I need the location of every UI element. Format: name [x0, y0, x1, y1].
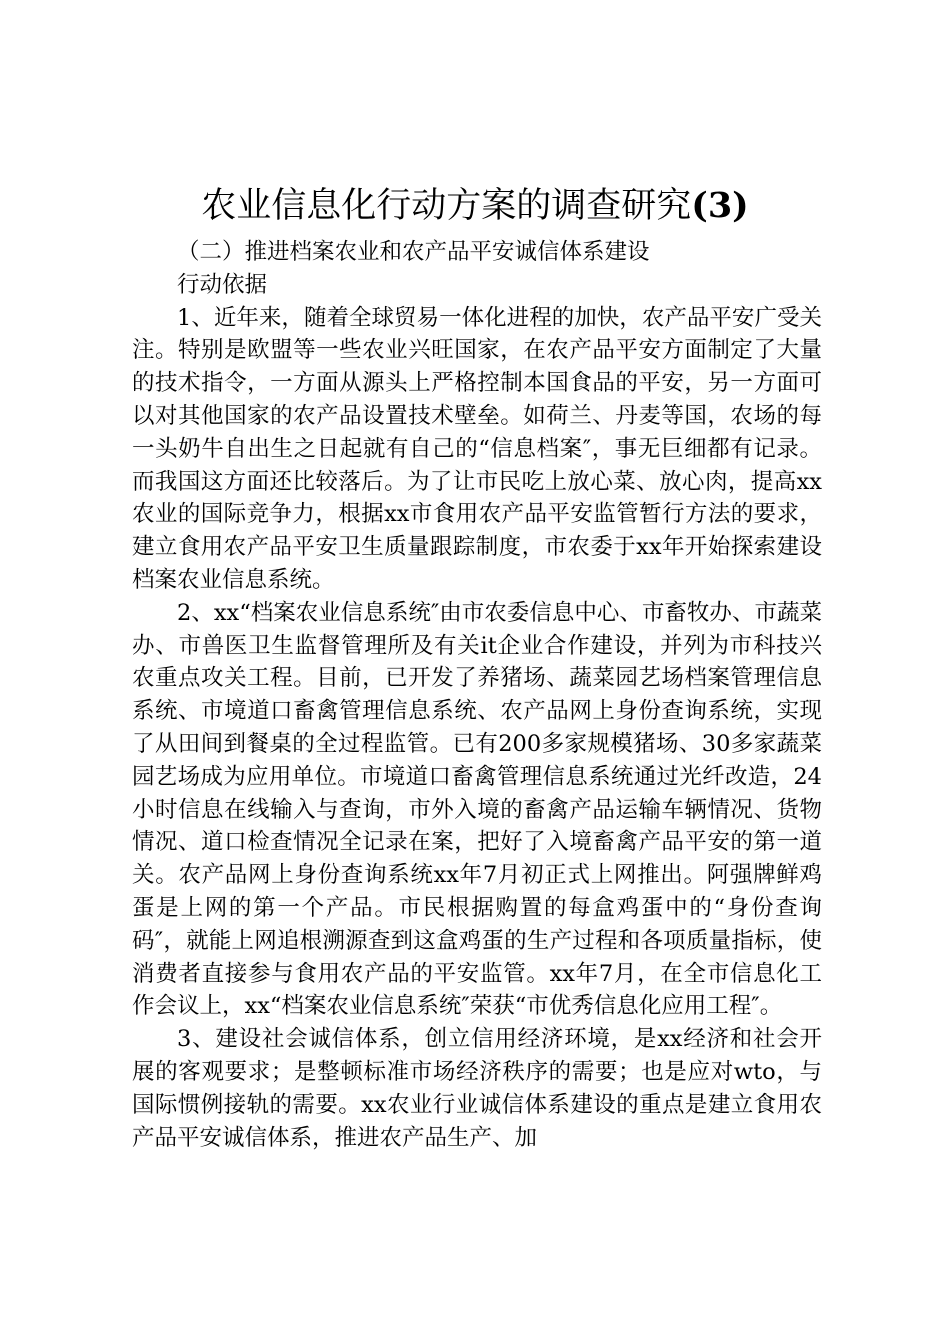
section-heading: （二）推进档案农业和农产品平安诚信体系建设: [177, 239, 650, 265]
paragraph-3: 3、建设社会诚信体系，创立信用经济环境，是xx经济和社会开展的客观要求；是整顿标准市场经济秩序的需要；也是应对wto，与国际惯例接轨的需要。xx农业行业诚信体系建设的重点是建立食用农产品平安诚信体系，推进农产品生产、加: [132, 1026, 822, 1151]
paragraph-1: 1、近年来，随着全球贸易一体化进程的加快，农产品平安广受关注。特别是欧盟等一些农业兴旺国家，在农产品平安方面制定了大量的技术指令，一方面从源头上严格控制本国食品的平安，另一方面可以对其他国家的农产品设置技术壁垒。如荷兰、丹麦等国，农场的每一头奶牛自出生之日起就有自己的“信息档案″，事无巨细都有记录。而我国这方面还比较落后。为了让市民吃上放心菜、放心肉，提高xx农业的国际竞争力，根据xx市食用农产品平安监管暂行方法的要求，建立食用农产品平安卫生质量跟踪制度，市农委于xx年开始探索建设档案农业信息系统。: [132, 304, 822, 593]
document-title-number: (3): [691, 185, 749, 226]
document-title: [0, 180, 950, 232]
document-title-text: 农业信息化行动方案的调查研究: [201, 186, 692, 226]
paragraph-2: 2、xx“档案农业信息系统″由市农委信息中心、市畜牧办、市蔬菜办、市兽医卫生监督管理所及有关it企业合作建设，并列为市科技兴农重点攻关工程。目前，已开发了养猪场、蔬菜园艺场档案管理信息系统、市境道口畜禽管理信息系统、农产品网上身份查询系统，实现了从田间到餐桌的全过程监管。已有200多家规模猪场、30多家蔬菜园艺场成为应用单位。市境道口畜禽管理信息系统通过光纤改造，24小时信息在线输入与查询，市外入境的畜禽产品运输车辆情况、货物情况、道口检查情况全记录在案，把好了入境畜禽产品平安的第一道关。农产品网上身份查询系统xx年7月初正式上网推出。阿强牌鲜鸡蛋是上网的第一个产品。市民根据购置的每盒鸡蛋中的“身份查询码″，就能上网追根溯源查到这盒鸡蛋的生产过程和各项质量指标，使消费者直接参与食用农产品的平安监管。xx年7月，在全市信息化工作会议上，xx“档案农业信息系统″荣获“市优秀信息化应用工程″。: [132, 599, 822, 1020]
document-body: [132, 236, 822, 1154]
section-label: 行动依据: [177, 271, 268, 298]
